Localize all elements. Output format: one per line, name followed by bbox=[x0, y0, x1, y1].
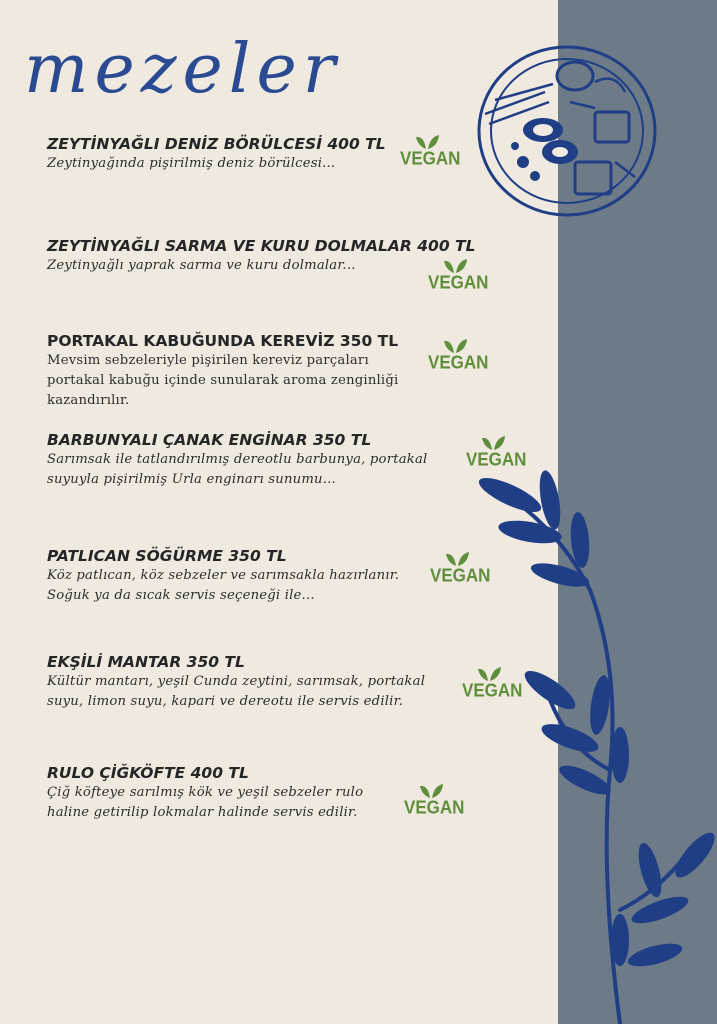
vegan-label: VEGAN bbox=[428, 352, 489, 373]
menu-item bbox=[47, 430, 427, 490]
item-name: PATLICAN SÖĞÜRME 350 TL bbox=[47, 547, 287, 565]
menu-item bbox=[47, 652, 425, 712]
item-name: PORTAKAL KABUĞUNDA KEREVİZ 350 TL bbox=[47, 332, 399, 350]
vegan-label: VEGAN bbox=[428, 272, 489, 293]
vegan-badge bbox=[428, 338, 489, 374]
branch-illustration bbox=[470, 470, 717, 1024]
vegan-label: VEGAN bbox=[462, 680, 523, 701]
vegan-label: VEGAN bbox=[404, 797, 465, 818]
vegan-badge bbox=[466, 435, 527, 471]
plate-illustration bbox=[475, 42, 659, 220]
vegan-badge bbox=[430, 551, 491, 587]
item-desc: portakal kabuğu içinde sunularak aroma zenginliği bbox=[47, 373, 399, 388]
item-desc: Köz patlıcan, köz sebzeler ve sarımsakla hazırlanır. bbox=[47, 568, 400, 583]
vegan-badge bbox=[428, 258, 489, 294]
item-desc: Zeytinyağında pişirilmiş deniz börülcesi... bbox=[47, 156, 336, 171]
vegan-label: VEGAN bbox=[466, 449, 527, 470]
item-name: BARBUNYALI ÇANAK ENGİNAR 350 TL bbox=[47, 431, 372, 449]
page-title: mezeler bbox=[24, 30, 342, 109]
vegan-badge bbox=[400, 134, 461, 170]
menu-item bbox=[47, 546, 399, 606]
vegan-label: VEGAN bbox=[400, 148, 461, 169]
item-name: RULO ÇİĞKÖFTE 400 TL bbox=[47, 764, 249, 782]
item-desc: Kültür mantarı, yeşil Cunda zeytini, sarımsak, portakal bbox=[47, 674, 426, 689]
item-desc: Mevsim sebzeleriyle pişirilen kereviz parçaları bbox=[47, 353, 369, 368]
vegan-badge bbox=[404, 783, 465, 819]
menu-item bbox=[47, 236, 475, 276]
menu-item bbox=[47, 763, 363, 823]
menu-item bbox=[47, 331, 398, 411]
vegan-badge bbox=[462, 666, 523, 702]
item-name: ZEYTİNYAĞLI SARMA VE KURU DOLMALAR 400 TL bbox=[47, 237, 476, 255]
item-desc: Çiğ köfteye sarılmış kök ve yeşil sebzeler rulo bbox=[47, 785, 364, 800]
item-desc: suyuyla pişirilmiş Urla enginarı sunumu... bbox=[47, 472, 336, 487]
item-desc: Soğuk ya da sıcak servis seçeneği ile... bbox=[47, 588, 315, 603]
item-desc: suyu, limon suyu, kapari ve dereotu ile servis edilir. bbox=[47, 694, 404, 709]
item-desc: kazandırılır. bbox=[47, 393, 130, 408]
vegan-label: VEGAN bbox=[430, 565, 491, 586]
item-desc: haline getirilip lokmalar halinde servis edilir. bbox=[47, 805, 358, 820]
item-name: EKŞİLİ MANTAR 350 TL bbox=[47, 653, 245, 671]
item-name: ZEYTİNYAĞLI DENİZ BÖRÜLCESİ 400 TL bbox=[47, 135, 386, 153]
item-desc: Sarımsak ile tatlandırılmış dereotlu barbunya, portakal bbox=[47, 452, 428, 467]
item-desc: Zeytinyağlı yaprak sarma ve kuru dolmalar... bbox=[47, 258, 356, 273]
menu-item bbox=[47, 134, 386, 174]
